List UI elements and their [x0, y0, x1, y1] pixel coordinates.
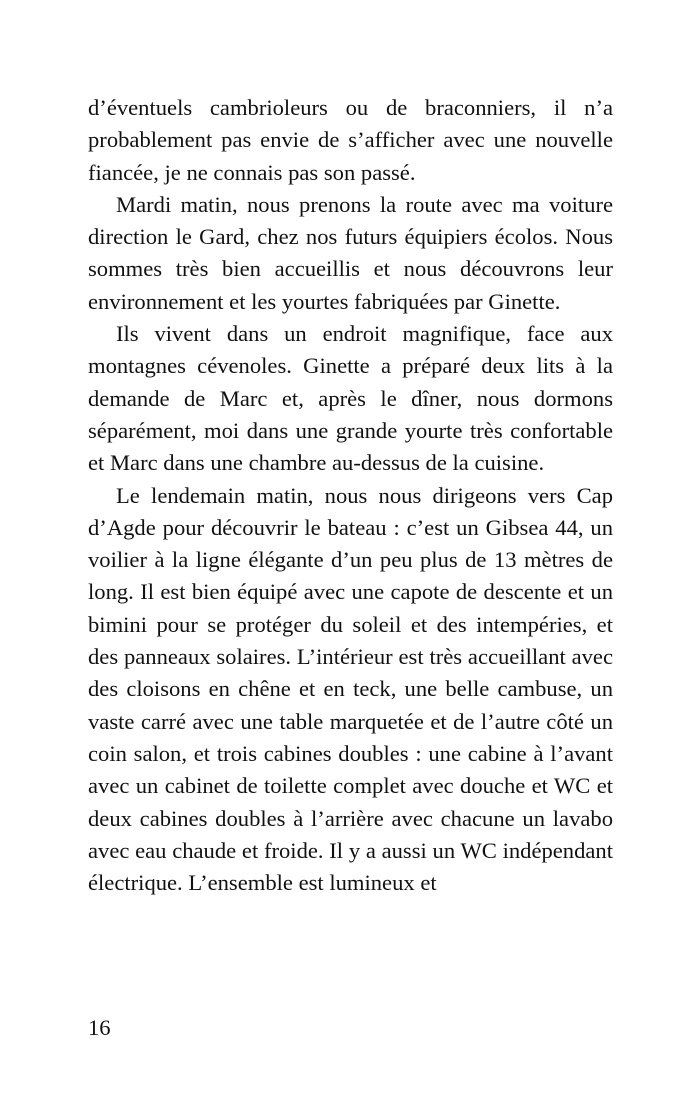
page-number: 16	[88, 1015, 111, 1040]
paragraph-boat-description: Le lendemain matin, nous nous dirigeons vers Cap d’Agde pour découvrir le bateau : c’est un Gibsea 44, un voilier à la ligne élégante d’un peu plus de 13 mètres de long. Il est bien équipé avec une capote de descente et un bimini pour se protéger du soleil et des intempéries, et des panneaux solaires. L’intérieur est très accueillant avec des cloisons en chêne et en teck, une belle cambuse, un vaste carré avec une table marquetée et de l’autre côté un coin salon, et trois cabines doubles : une cabine à l’avant avec un cabinet de toilette complet avec douche et WC et deux cabines doubles à l’arrière avec chacune un lavabo avec eau chaude et froide. Il y a aussi un WC indépendant électrique. L’ensemble est lumineux et	[88, 482, 613, 896]
paragraph-cevennes: Ils vivent dans un endroit magnifique, face aux montagnes cévenoles. Ginette a préparé deux lits à la demande de Marc et, après le dîner, nous dormons séparément, moi dans une grande yourte très confortable et Marc dans une chambre au-dessus de la cuisine.	[88, 321, 613, 476]
paragraph-departure-gard: Mardi matin, nous prenons la route avec ma voiture direction le Gard, chez nos futurs équipiers écolos. Nous sommes très bien accueillis et nous découvrons leur environnement et les yourtes fabriquées par Ginette.	[88, 191, 613, 314]
paragraph-continuation: d’éventuels cambrioleurs ou de braconniers, il n’a probablement pas envie de s’afficher avec une nouvelle fiancée, je ne connais pas son passé.	[88, 95, 613, 185]
body-text	[88, 92, 613, 899]
